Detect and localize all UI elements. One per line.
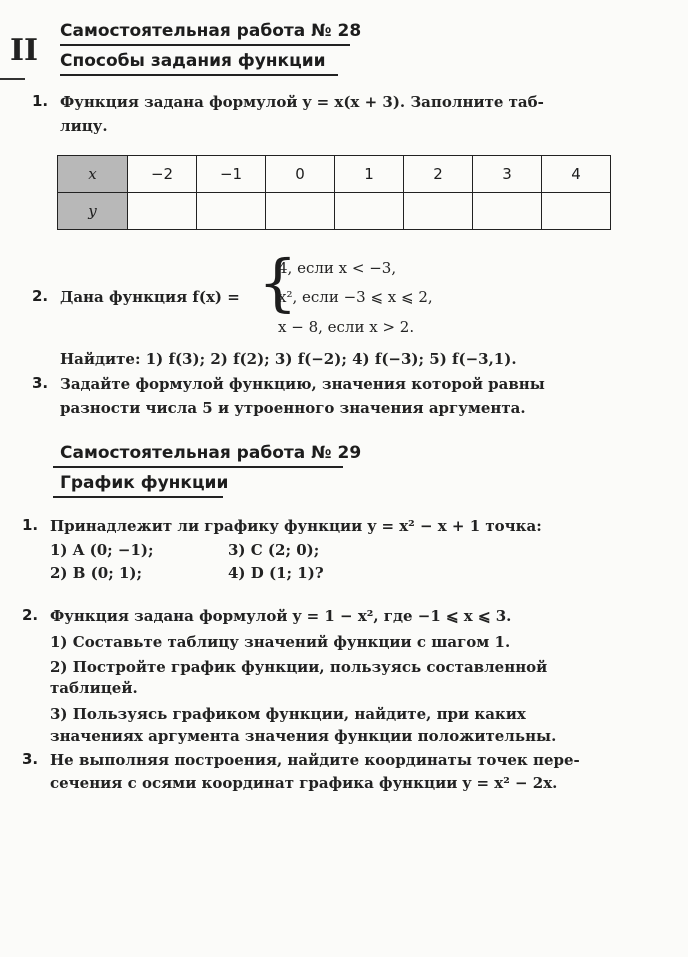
w29-task3-line1: Не выполняя построения, найдите координаты точек пере- — [50, 751, 580, 769]
w29-task2-sub3a: 3) Пользуясь графиком функции, найдите, при каких — [50, 705, 526, 723]
table-row-x — [58, 156, 611, 193]
table-cell-y — [197, 193, 266, 230]
piecewise-case1: 4, если x < −3, — [278, 259, 397, 277]
w29-task1-line1: Принадлежит ли графику функции y = x² − x + 1 точка: — [50, 517, 542, 535]
work28-subtitle: Способы задания функции — [60, 51, 326, 71]
w29-task2-sub2b: таблицей. — [50, 679, 138, 697]
piecewise-case2: x², если −3 ⩽ x ⩽ 2, — [278, 288, 433, 306]
table-cell-x: 2 — [404, 156, 473, 193]
values-table — [57, 155, 611, 230]
table-cell-y — [473, 193, 542, 230]
work29-title-rule — [53, 466, 343, 468]
w29-task1-option2: 2) B (0; 1); — [50, 564, 143, 582]
table-cell-y — [266, 193, 335, 230]
w28-task2-find: Найдите: 1) f(3); 2) f(2); 3) f(−2); 4) f(−3); 5) f(−3,1). — [60, 350, 517, 368]
margin-mark — [0, 18, 39, 68]
w28-task1-line1: Функция задана формулой y = x(x + 3). Заполните таб- — [60, 93, 544, 111]
margin-mark-glyph: II — [10, 33, 39, 68]
work29-subtitle-rule — [53, 496, 223, 498]
work28-title-rule — [60, 44, 350, 46]
table-cell-y — [335, 193, 404, 230]
w29-task3-number: 3. — [22, 750, 39, 768]
work28-title: Самостоятельная работа № 28 — [60, 21, 362, 41]
w29-task2-number: 2. — [22, 606, 39, 624]
w29-task1-number: 1. — [22, 516, 39, 534]
w29-task1-option1: 1) A (0; −1); — [50, 541, 154, 559]
w28-task2-lead: Дана функция f(x) = — [60, 288, 240, 306]
w29-task3-line2: сечения с осями координат графика функции y = x² − 2x. — [50, 774, 558, 792]
table-cell-x: −1 — [197, 156, 266, 193]
w28-task3-number: 3. — [32, 374, 49, 392]
w28-task3-line1: Задайте формулой функцию, значения которой равны — [60, 375, 545, 393]
w28-task1-line2: лицу. — [60, 117, 108, 135]
table-header-x: x — [58, 156, 128, 193]
w29-task1-option4: 4) D (1; 1)? — [228, 564, 324, 582]
work29-title: Самостоятельная работа № 29 — [60, 443, 362, 463]
w28-task3-line2: разности числа 5 и утроенного значения аргумента. — [60, 399, 526, 417]
w29-task2-sub3b: значениях аргумента значения функции положительны. — [50, 727, 557, 745]
w28-task2-number: 2. — [32, 287, 49, 305]
table-cell-x: 3 — [473, 156, 542, 193]
work28-subtitle-rule — [60, 74, 338, 76]
piecewise-brace: { — [258, 246, 298, 319]
table-cell-x: 4 — [542, 156, 611, 193]
work29-subtitle: График функции — [60, 473, 229, 493]
table-cell-y — [128, 193, 197, 230]
piecewise-case3: x − 8, если x > 2. — [278, 318, 415, 336]
table-cell-x: −2 — [128, 156, 197, 193]
w29-task2-sub2a: 2) Постройте график функции, пользуясь составленной — [50, 658, 548, 676]
margin-mark-rule — [0, 78, 25, 80]
table-cell-y — [404, 193, 473, 230]
table-row-y — [58, 193, 611, 230]
table-header-y: y — [58, 193, 128, 230]
table-cell-x: 1 — [335, 156, 404, 193]
w29-task2-sub1: 1) Составьте таблицу значений функции с шагом 1. — [50, 633, 511, 651]
table-cell-y — [542, 193, 611, 230]
table-cell-x: 0 — [266, 156, 335, 193]
w29-task2-line1: Функция задана формулой y = 1 − x², где −1 ⩽ x ⩽ 3. — [50, 607, 512, 625]
w29-task1-option3: 3) C (2; 0); — [228, 541, 320, 559]
w28-task1-number: 1. — [32, 92, 49, 110]
